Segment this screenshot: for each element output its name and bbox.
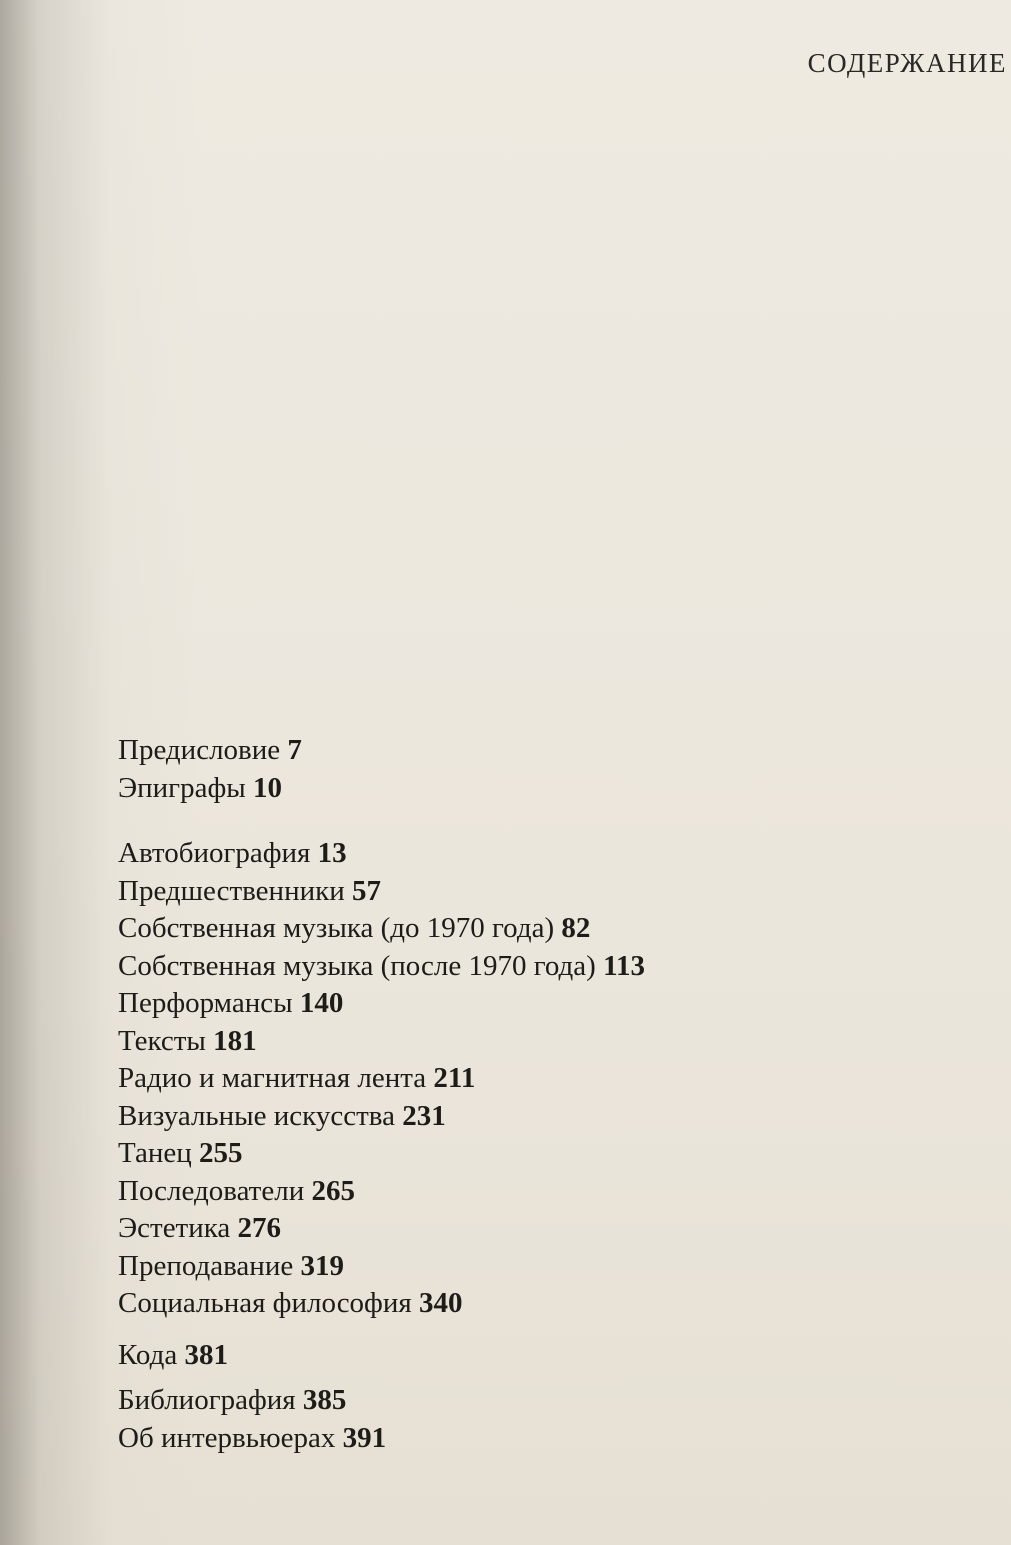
toc-entry-page: 7 [287, 734, 302, 766]
toc-entry-page: 181 [213, 1024, 257, 1057]
toc-entry-predecessors [118, 873, 645, 911]
toc-entry-title: Предшественники [118, 874, 345, 907]
toc-entry-title: Радио и магнитная лента [118, 1062, 427, 1094]
toc-entry-title: Эстетика [118, 1212, 231, 1244]
toc-entry-title: Последователи [118, 1174, 305, 1207]
toc-entry-page: 140 [299, 987, 344, 1019]
toc-entry-page: 82 [561, 912, 591, 944]
toc-entry-aesthetics [118, 1210, 645, 1248]
toc-entry-epigraphs [118, 770, 645, 808]
toc-entry-dance [118, 1135, 645, 1173]
toc-entry-page: 211 [433, 1062, 476, 1094]
toc-entry-page: 255 [199, 1137, 243, 1169]
toc-entry-title: Преподавание [118, 1249, 294, 1282]
toc-entry-about-interviewers [118, 1420, 645, 1458]
toc-entry-page: 13 [317, 837, 347, 869]
toc-entry-title: Собственная музыка (до 1970 года) [118, 912, 555, 944]
toc-entry-page: 381 [184, 1338, 228, 1371]
toc-entry-page: 10 [252, 771, 282, 804]
toc-group-back-matter [118, 1382, 645, 1457]
toc-group-front-matter [118, 732, 645, 807]
toc-entry-social-philosophy [118, 1285, 645, 1323]
toc-group-coda [118, 1337, 645, 1375]
toc-entry-page: 391 [342, 1421, 387, 1454]
toc-entry-title: Кода [118, 1338, 178, 1371]
toc-group-chapters [118, 835, 645, 1323]
toc-entry-bibliography [118, 1382, 645, 1420]
toc-entry-page: 276 [237, 1212, 282, 1244]
table-of-contents [118, 732, 645, 1457]
toc-entry-page: 113 [603, 949, 645, 982]
toc-entry-page: 231 [402, 1099, 446, 1132]
toc-entry-page: 319 [300, 1249, 344, 1282]
toc-entry-title: Библиография [118, 1384, 296, 1416]
toc-entry-title: Перформансы [118, 987, 293, 1019]
toc-entry-title: Танец [118, 1137, 192, 1169]
toc-entry-title: Автобиография [118, 837, 311, 869]
toc-entry-title: Социальная философия [118, 1287, 412, 1319]
toc-entry-page: 340 [418, 1287, 463, 1319]
toc-entry-title: Визуальные искусства [118, 1099, 395, 1132]
toc-entry-visual-arts [118, 1098, 645, 1136]
page-header-title: СОДЕРЖАНИЕ [807, 48, 1007, 78]
toc-entry-title: Собственная музыка (после 1970 года) [118, 949, 596, 982]
toc-entry-title: Тексты [118, 1024, 206, 1057]
spacer [118, 1374, 645, 1382]
toc-entry-title: Об интервьюерах [118, 1421, 336, 1454]
spacer [118, 807, 645, 835]
toc-entry-coda [118, 1337, 645, 1375]
toc-entry-performances [118, 985, 645, 1023]
toc-entry-title: Эпиграфы [118, 771, 246, 804]
toc-entry-own-music-after-1970 [118, 948, 645, 986]
toc-entry-page: 57 [351, 874, 381, 907]
toc-entry-page: 385 [302, 1384, 347, 1416]
toc-entry-own-music-before-1970 [118, 910, 645, 948]
toc-entry-title: Предисловие [118, 734, 281, 766]
spacer [118, 1323, 645, 1337]
toc-entry-texts [118, 1023, 645, 1061]
toc-entry-preface [118, 732, 645, 770]
toc-entry-page: 265 [311, 1174, 355, 1207]
toc-entry-followers [118, 1173, 645, 1211]
toc-entry-teaching [118, 1248, 645, 1286]
toc-entry-radio-and-tape [118, 1060, 645, 1098]
toc-entry-autobiography [118, 835, 645, 873]
